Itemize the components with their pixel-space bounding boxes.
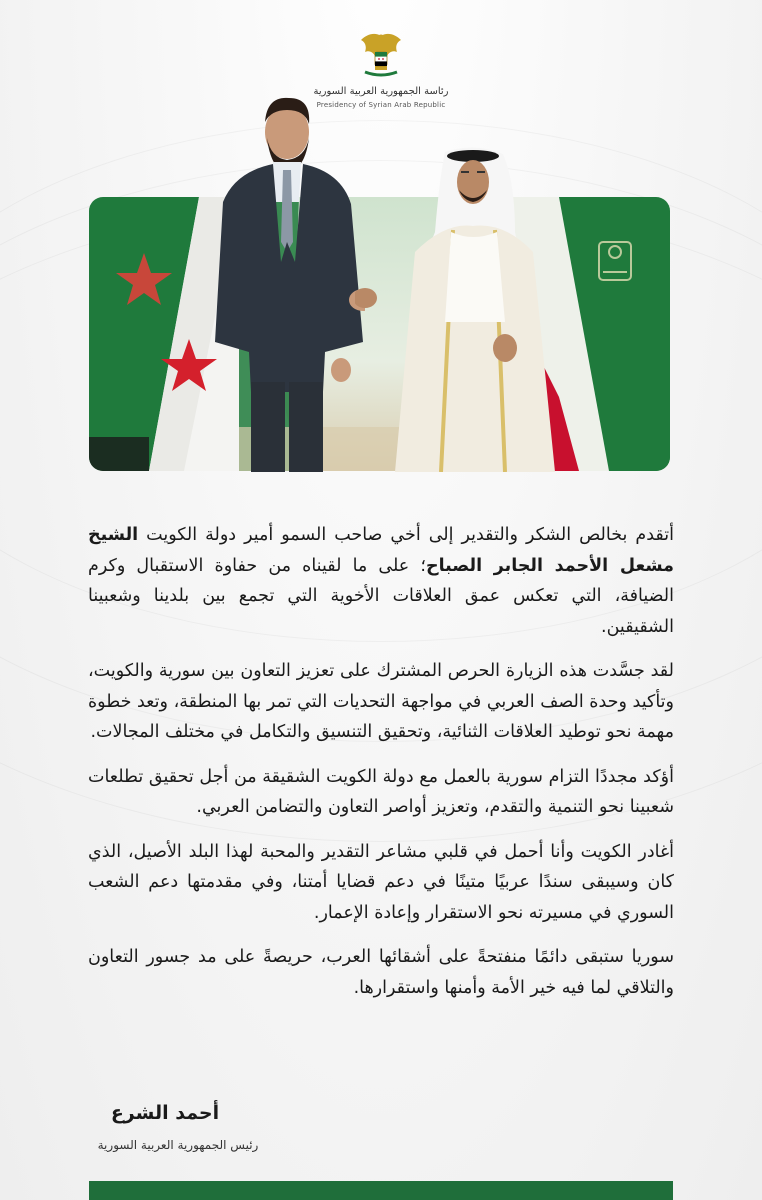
letter-paragraph bbox=[88, 520, 674, 642]
person-in-traditional-dress bbox=[355, 142, 575, 472]
signature-title: رئيس الجمهورية العربية السورية bbox=[97, 1138, 259, 1152]
syrian-eagle-emblem-icon bbox=[355, 30, 407, 80]
person-in-suit bbox=[215, 92, 365, 472]
paragraph-text: أغادر الكويت وأنا أحمل في قلبي مشاعر التقدير والمحبة لهذا البلد الأصيل، الذي كان وسيبقى سندًا عربيًا متينًا في دعم قضايا أمتنا، وفي مقدمتها دعم الشعب السوري في مسيرته نحو الاستقرار وإعادة الإعمار. bbox=[88, 841, 674, 923]
paragraph-text: ؛ على ما لقيناه من حفاوة الاستقبال وكرم الضيافة، التي تعكس عمق العلاقات الأخوية التي تجمع بين بلدينا وشعبينا الشقيقين. bbox=[88, 555, 674, 637]
paragraph-text: أتقدم بخالص الشكر والتقدير إلى أخي صاحب السمو أمير دولة الكويت bbox=[138, 525, 674, 545]
paragraph-text: أؤكد مجددًا التزام سورية بالعمل مع دولة الكويت الشقيقة من أجل تحقيق تطلعات شعبينا نحو التنمية والتقدم، وتعزيز أواصر التعاون والتضامن العربي. bbox=[88, 766, 674, 817]
emir-name: الشيخ مشعل الأحمد الجابر الصباح bbox=[88, 525, 674, 576]
organization-name-english: Presidency of Syrian Arab Republic bbox=[316, 101, 446, 109]
letter-body bbox=[88, 520, 674, 1017]
paragraph-text: سوريا ستبقى دائمًا منفتحةً على أشقائها العرب، حريصةً على مد جسور التعاون والتلاقي لما فيه خير الأمة وأمنها واستقرارها. bbox=[88, 947, 674, 998]
letter-paragraph bbox=[88, 942, 674, 1003]
organization-name-arabic: رئاسة الجمهورية العربية السورية bbox=[313, 86, 449, 97]
letter-paragraph bbox=[88, 837, 674, 929]
paragraph-text: لقد جسَّدت هذه الزيارة الحرص المشترك على تعزيز التعاون بين سورية والكويت، وتأكيد وحدة الصف العربي في مواجهة التحديات التي تمر بها المنطقة، وتعد خطوة مهمة نحو توطيد العلاقات الثنائية، وتحقيق التنسيق والتكامل في مختلف المجالات. bbox=[88, 661, 674, 742]
letter-paragraph bbox=[88, 762, 674, 823]
footer-bar bbox=[89, 1181, 673, 1200]
letter-paragraph bbox=[88, 656, 674, 748]
signature-name: أحمد الشرع bbox=[110, 1102, 220, 1124]
